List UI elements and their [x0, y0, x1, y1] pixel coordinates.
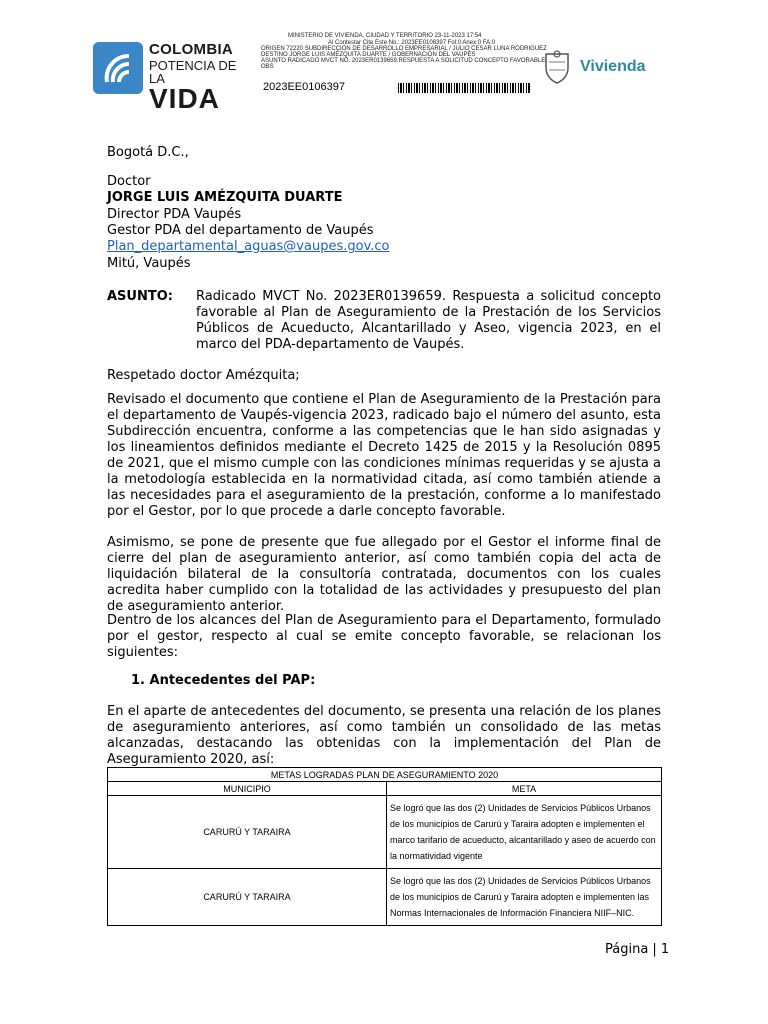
logo-line-3: VIDA	[149, 83, 220, 114]
table-caption-row	[108, 768, 662, 782]
stamp-line: Al Contestar Cite Este No.: 2023EE0106397 Fol:0 Anex:0 FA:0	[328, 40, 496, 46]
filing-stamp	[258, 31, 547, 98]
salutation-title: Doctor	[107, 174, 151, 189]
table-row	[108, 869, 662, 926]
cell-meta: Se logró que las dos (2) Unidades de Servicios Públicos Urbanos de los municipios de Carurú y Taraira adopten e implementen las Normas Internacionales de Información Financiera NIIF–NIC.	[387, 869, 662, 926]
metas-table	[107, 767, 662, 926]
colombia-potencia-logo	[93, 41, 241, 114]
logo-waves-icon	[93, 42, 143, 94]
cell-municipio: CARURÚ Y TARAIRA	[108, 869, 387, 926]
barcode-icon	[398, 83, 530, 93]
body-paragraph: Asimismo, se pone de presente que fue allegado por el Gestor el informe final de cierre del plan de aseguramiento anterior, así como también copia del acta de liquidación bilateral de la consultoría contratada, documentos con los cuales acredita haber cumplido con la totalidad de las actividades y presupuesto del plan de aseguramiento anterior.	[107, 535, 661, 614]
ministry-name: Vivienda	[580, 58, 646, 75]
logo-line-2: POTENCIA DE LA	[149, 58, 237, 86]
body-paragraph: Revisado el documento que contiene el Plan de Aseguramiento de la Prestación para el departamento de Vaupés-vigencia 2023, radicado bajo el número del asunto, esta Subdirección encuentra, conforme a las competencias que le han sido asignadas y los lineamientos definidos mediante el Decreto 1425 de 2015 y la Resolución 0895 de 2021, que el mismo cumple con las condiciones mínimas requeridas y se ajusta a la metodología establecida en la normatividad citada, así como también atiende a las necesidades para el aseguramiento de la prestación, conforme a lo manifestado por el Gestor, por lo que procede a darle concepto favorable.	[107, 392, 661, 519]
stamp-line: ORIGEN 72220 SUBDIRECCIÓN DE DESARROLLO EMPRESARIAL / JULIO CESAR LUNA RODRIGUEZ	[261, 46, 547, 52]
recipient-role: Director PDA Vaupés	[107, 207, 242, 222]
body-paragraph: En el aparte de antecedentes del documento, se presenta una relación de los planes de aseguramiento anteriores, así como también un consolidado de las metas alcanzadas, destacando las obtenidas con la implementación del Plan de Aseguramiento 2020, así:	[107, 704, 661, 767]
stamp-line: OBS	[261, 64, 274, 70]
logo-wordmark	[149, 42, 241, 113]
column-header-meta: META	[387, 782, 662, 796]
page-number: Página | 1	[605, 942, 670, 957]
section-heading: 1. Antecedentes del PAP:	[131, 673, 316, 688]
logo-line-1: COLOMBIA	[149, 41, 234, 58]
table-caption: METAS LOGRADAS PLAN DE ASEGURAMIENTO 2020	[108, 768, 662, 782]
ministerio-vivienda-logo	[543, 50, 655, 86]
stamp-line: DESTINO JORGE LUIS AMÉZQUITA DUARTE / GOBERNACIÓN DEL VAUPÉS	[261, 52, 476, 58]
body-paragraph: Dentro de los alcances del Plan de Aseguramiento para el Departamento, formulado por el gestor, respecto al cual se emite concepto favorable, se relacionan los siguientes:	[107, 613, 661, 660]
stamp-line: MINISTERIO DE VIVIENDA, CIUDAD Y TERRITORIO 23-11-2023 17:54	[288, 33, 482, 39]
stamp-radicado-code: 2023EE0106397	[263, 81, 345, 93]
table-header-row	[108, 782, 662, 796]
cell-municipio: CARURÚ Y TARAIRA	[108, 796, 387, 869]
recipient-email-link[interactable]: Plan_departamental_aguas@vaupes.gov.co	[107, 239, 390, 254]
greeting: Respetado doctor Amézquita;	[107, 368, 300, 383]
asunto-label: ASUNTO:	[107, 289, 173, 304]
asunto-text: Radicado MVCT No. 2023ER0139659. Respuesta a solicitud concepto favorable al Plan de Aseguramiento de la Prestación de los Servicios Públicos de Acueducto, Alcantarillado y Aseo, vigencia 2023, en el marco del PDA-departamento de Vaupés.	[196, 289, 661, 352]
recipient-name: JORGE LUIS AMÉZQUITA DUARTE	[107, 190, 343, 205]
recipient-city: Mitú, Vaupés	[107, 256, 191, 271]
coat-of-arms-icon	[543, 50, 571, 84]
table-row	[108, 796, 662, 869]
letter-city: Bogotá D.C.,	[107, 145, 189, 160]
stamp-line: ASUNTO RADICADO MVCT NO. 2023ER0139659.RESPUESTA A SOLICITUD CONCEPTO FAVORABLE	[261, 58, 546, 64]
column-header-municipio: MUNICIPIO	[108, 782, 387, 796]
recipient-role: Gestor PDA del departamento de Vaupés	[107, 223, 374, 238]
cell-meta: Se logró que las dos (2) Unidades de Servicios Públicos Urbanos de los municipios de Carurú y Taraira adopten e implementen el marco tarifario de acueducto, alcantarillado y aseo de acuerdo con la normatividad vigente	[387, 796, 662, 869]
